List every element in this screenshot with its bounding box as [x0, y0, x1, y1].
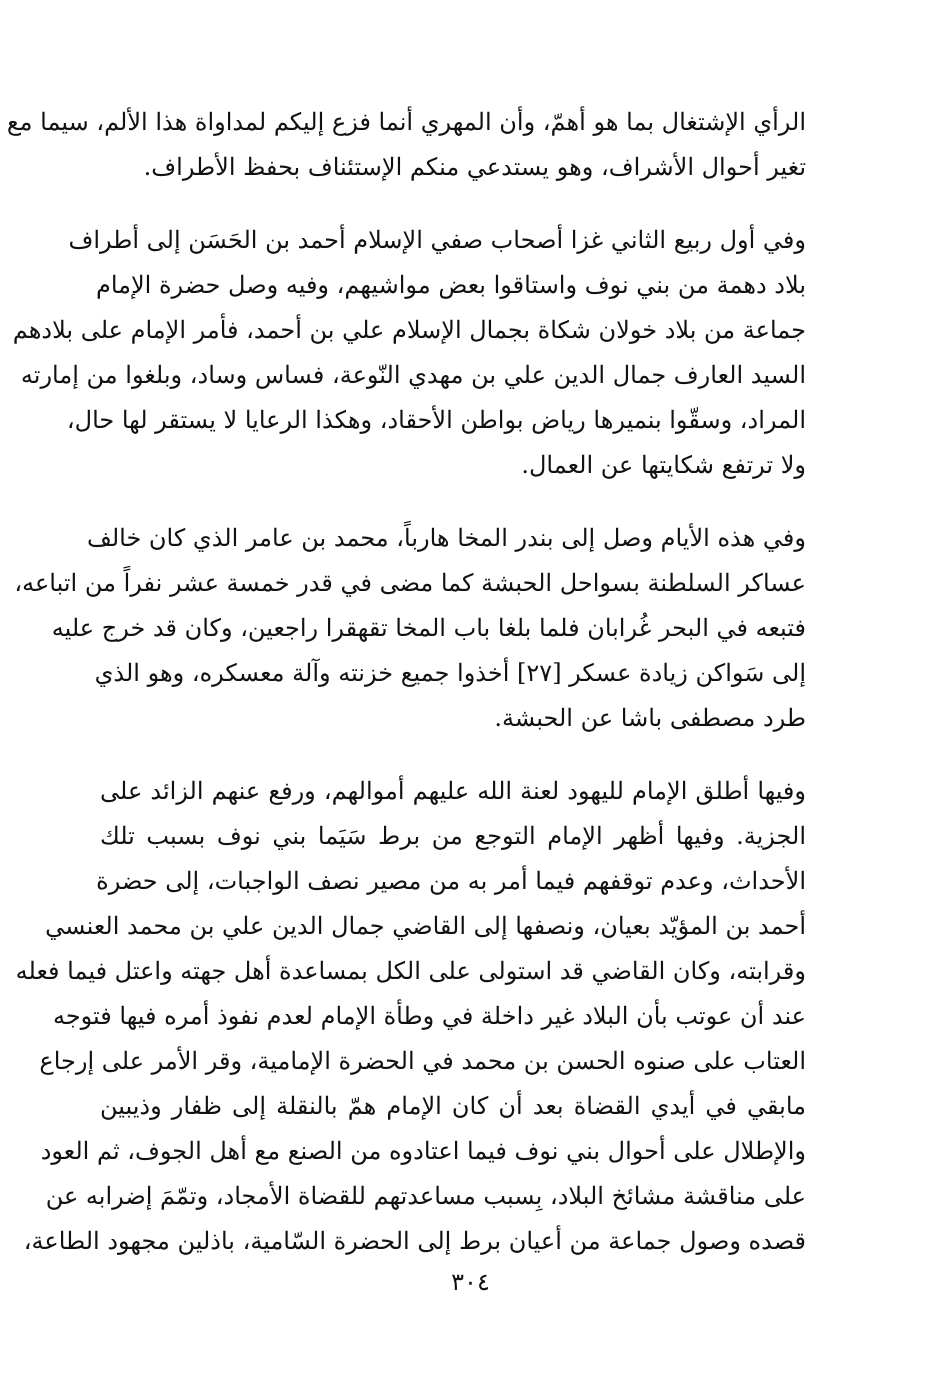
text-line: جماعة من بلاد خولان شكاة بجمال الإسلام علي بن أحمد، فأمر الإمام على بلادهم	[12, 316, 806, 344]
text-line: على مناقشة مشائخ البلاد، بِسبب مساعدتهم للقضاة الأمجاد، وتمّمَ إضرابه عن	[45, 1182, 806, 1210]
text-line: وفي هذه الأيام وصل إلى بندر المخا هارباً، محمد بن عامر الذي كان خالف	[86, 524, 806, 552]
text-line: وفيها أطلق الإمام لليهود لعنة الله عليهم أموالهم، ورفع عنهم الزائد على	[100, 777, 806, 805]
text-line: الرأي الإشتغال بما هو أهمّ، وأن المهري أنما فزع إليكم لمداواة هذا الألم، سيما مع	[6, 108, 806, 136]
page-number: ٣٠٤	[451, 1268, 490, 1296]
text-line: مابقي في أيدي القضاة بعد أن كان الإمام همّ بالنقلة إلى ظفار وذيبين	[100, 1092, 806, 1120]
text-line: ولا ترتفع شكايتها عن العمال.	[521, 451, 806, 479]
paragraph	[6, 100, 806, 190]
text-line: وفي أول ربيع الثاني غزا أصحاب صفي الإسلام أحمد بن الحَسَن إلى أطراف	[68, 226, 806, 254]
paragraph	[15, 769, 806, 1264]
text-line: السيد العارف جمال الدين علي بن مهدي النّوعة، فساس وساد، وبلغوا من إمارته	[20, 361, 806, 389]
text-line: والإطلال على أحوال بني نوف فيما اعتادوه من الصنع مع أهل الجوف، ثم العود	[40, 1137, 806, 1165]
text-line: طرد مصطفى باشا عن الحبشة.	[494, 704, 806, 732]
text-line: إلى سَواكن زيادة عسكر [٢٧] أخذوا جميع خزنته وآلة معسكره، وهو الذي	[94, 659, 806, 687]
paragraph	[14, 516, 806, 741]
text-line: الجزية. وفيها أظهر الإمام التوجع من برط سَيَما بني نوف بسبب تلك	[100, 822, 806, 850]
body-text	[6, 100, 806, 1264]
text-line: العتاب على صنوه الحسن بن محمد في الحضرة الإمامية، وقر الأمر على إرجاع	[39, 1047, 806, 1075]
paragraph-gap	[100, 488, 806, 516]
text-line: قصده وصول جماعة من أعيان برط إلى الحضرة السّامية، باذلين مجهود الطاعة،	[23, 1227, 806, 1255]
text-line: بلاد دهمة من بني نوف واستاقوا بعض مواشيهم، وفيه وصل حضرة الإمام	[95, 271, 806, 299]
paragraph	[12, 218, 806, 488]
paragraph-gap	[100, 741, 806, 769]
text-line: أحمد بن المؤيّد بعيان، ونصفها إلى القاضي جمال الدين علي بن محمد العنسي	[45, 912, 806, 940]
text-line: فتبعه في البحر غُرابان فلما بلغا باب المخا تقهقرا راجعين، وكان قد خرج عليه	[51, 614, 806, 642]
text-line: عساكر السلطنة بسواحل الحبشة كما مضى في قدر خمسة عشر نفراً من اتباعه،	[14, 569, 806, 597]
text-line: وقرابته، وكان القاضي قد استولى على الكل بمساعدة أهل جهته واعتل فيما فعله	[15, 957, 806, 985]
text-line: تغير أحوال الأشراف، وهو يستدعي منكم الإستئناف بحفظ الأطراف.	[143, 153, 806, 181]
text-line: عند أن عوتب بأن البلاد غير داخلة في وطأة الإمام لعدم نفوذ أمره فيها فتوجه	[52, 1002, 806, 1030]
text-line: الأحداث، وعدم توقفهم فيما أمر به من مصير نصف الواجبات، إلى حضرة	[96, 867, 806, 895]
paragraph-gap	[100, 190, 806, 218]
text-line: المراد، وسقّوا بنميرها رياض بواطن الأحقاد، وهكذا الرعايا لا يستقر لها حال،	[66, 406, 806, 434]
